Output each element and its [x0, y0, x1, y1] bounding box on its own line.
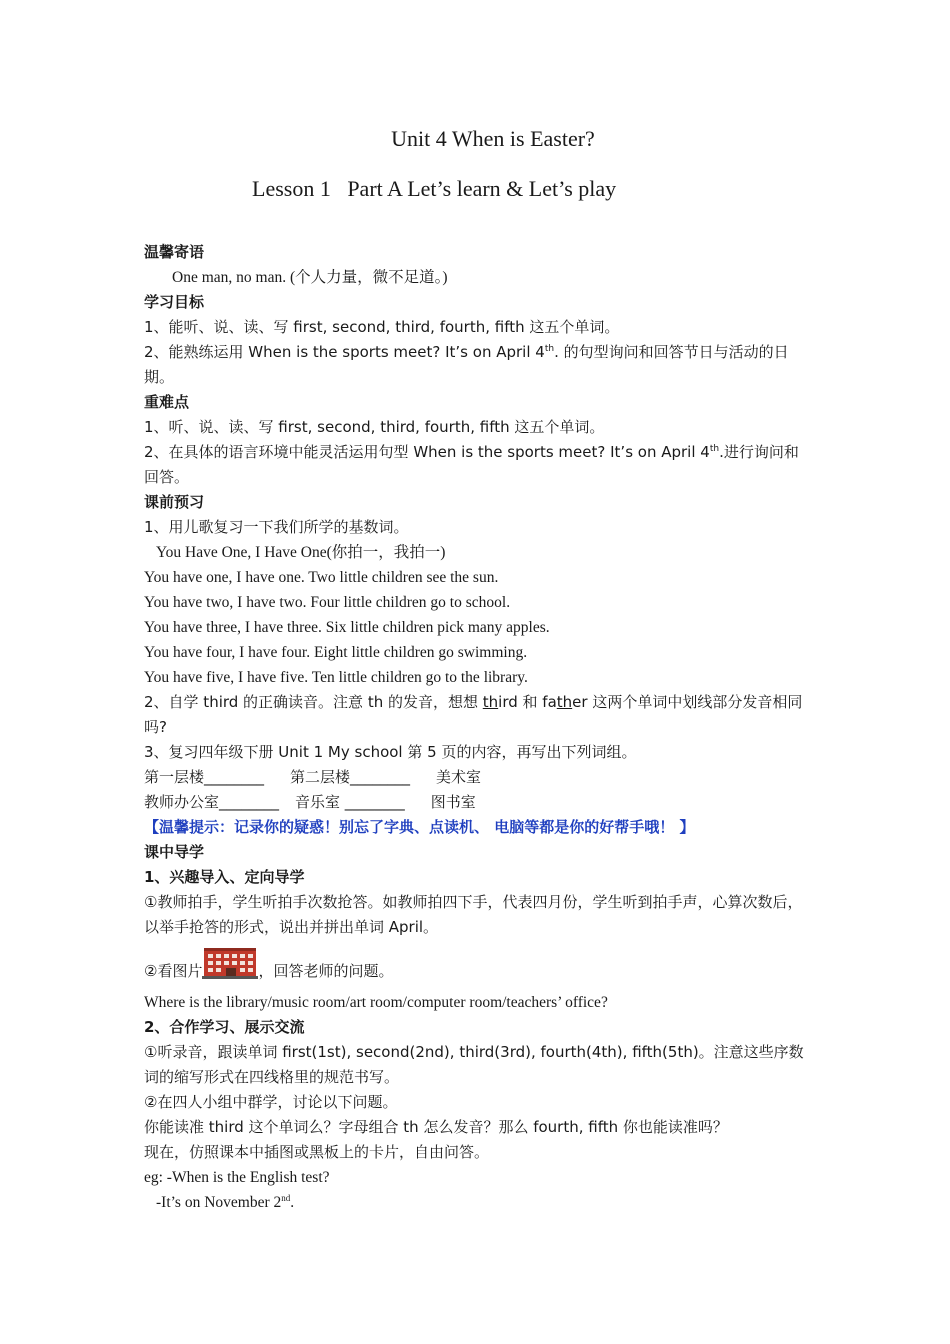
song-line: You have two, I have two. Four little children go to school. [144, 594, 511, 611]
song-line: You have four, I have four. Eight little children go swimming. [144, 644, 528, 661]
activity-clap: ①教师拍手，学生听拍手次数抢答。如教师拍四下手，代表四月份，学生听到拍手声，心算次数后，以举手抢答的形式，说出并拼出单词 April。 [144, 893, 803, 936]
section-heading-goals: 学习目标 [144, 293, 205, 311]
activity-picture [144, 944, 810, 984]
song-line: You have three, I have three. Six little children pick many apples. [144, 619, 550, 636]
fill-blank-second-floor: 第二层楼________ [290, 768, 411, 786]
underlined-th: th [556, 693, 573, 711]
activity-picture-text: ②看图片 [144, 962, 203, 980]
example-answer [144, 1190, 810, 1215]
key-point-2-text: 2、在具体的语言环境中能灵活运用句型 When is the sports meet? It’s on April 4 [144, 443, 710, 461]
subheading-cooperative: 2、合作学习、展示交流 [144, 1018, 305, 1036]
goal-2-sup: th [544, 344, 555, 354]
activity-group: ②在四人小组中群学，讨论以下问题。 [144, 1093, 398, 1111]
song-line: You have five, I have five. Ten little children go to the library. [144, 669, 528, 686]
school-building-icon [202, 944, 258, 980]
preview-item-1: 1、用儿歌复习一下我们所学的基数词。 [144, 518, 409, 536]
song-title: You Have One, I Have One(你拍一，我拍一) [156, 544, 446, 561]
underlined-th: th [482, 693, 499, 711]
preview-item-3: 3、复习四年级下册 Unit 1 My school 第 5 页的内容，再写出下列词组。 [144, 743, 637, 761]
quote: One man, no man. (个人力量，微不足道。) [172, 269, 448, 286]
example-question: eg: -When is the English test? [144, 1169, 330, 1186]
example-answer-sup: nd [281, 1193, 291, 1203]
lesson-title: Lesson 1 Part A Let’s learn & Let’s play [252, 176, 617, 201]
question: Where is the library/music room/art room/computer room/teachers’ office? [144, 994, 608, 1011]
example-answer-end: . [290, 1194, 295, 1211]
key-point-1: 1、听、说、读、写 first, second, third, fourth, fifth 这五个单词。 [144, 418, 605, 436]
activity-practice: 现在，仿照课本中插图或黑板上的卡片，自由问答。 [144, 1143, 490, 1161]
subheading-lead-in: 1、兴趣导入、定向导学 [144, 868, 305, 886]
fill-in-row-2 [144, 790, 810, 815]
fill-in-row-1 [144, 765, 810, 790]
preview-item-2 [144, 690, 810, 740]
goal-2-text-end: . 的句型询问和回答节日与活动的日期。 [144, 343, 789, 386]
fill-blank-art-room: 美术室 [436, 768, 482, 786]
preview-item-2-text-end: er 这两个单词中划线部分发音相同吗? [144, 693, 803, 736]
fill-blank-music-room: 音乐室 ________ [295, 793, 405, 811]
unit-title: Unit 4 When is Easter? [391, 126, 595, 151]
fill-blank-library: 图书室 [430, 793, 476, 811]
song-line: You have one, I have one. Two little children see the sun. [144, 569, 499, 586]
key-point-2 [144, 440, 810, 490]
preview-item-2-text: 2、自学 third 的正确读音。注意 th 的发音，想想 [144, 693, 483, 711]
goal-1: 1、能听、说、读、写 first, second, third, fourth, fifth 这五个单词。 [144, 318, 620, 336]
activity-question: 你能读准 third 这个单词么？字母组合 th 怎么发音？那么 fourth, fifth 你也能读准吗？ [144, 1118, 728, 1136]
activity-listen: ①听录音，跟读单词 first(1st), second(2nd), third(3rd), fourth(4th), fifth(5th)。注意这些序数词的缩写形式在四线格里的规范书写。 [144, 1043, 804, 1086]
section-heading-key-points: 重难点 [144, 393, 190, 411]
goal-2-text: 2、能熟练运用 When is the sports meet? It’s on April 4 [144, 343, 545, 361]
activity-picture-text-end: ，回答老师的问题。 [258, 962, 394, 980]
example-answer-text: -It’s on November 2 [156, 1194, 282, 1211]
warm-tip: 【温馨提示：记录你的疑惑！别忘了字典、点读机、 电脑等都是你的好帮手哦！ 】 [144, 818, 695, 836]
preview-item-2-text-mid: ird 和 fa [498, 693, 557, 711]
section-heading-preview: 课前预习 [144, 493, 205, 511]
section-heading-in-class: 课中导学 [144, 843, 205, 861]
fill-blank-teachers-office: 教师办公室________ [144, 793, 280, 811]
fill-blank-first-floor: 第一层楼________ [144, 768, 265, 786]
section-heading-message: 温馨寄语 [144, 243, 205, 261]
goal-2 [144, 340, 810, 390]
key-point-2-sup: th [709, 444, 720, 454]
key-point-2-text-end: .进行询问和回答。 [144, 443, 799, 486]
document-body [144, 240, 810, 1215]
